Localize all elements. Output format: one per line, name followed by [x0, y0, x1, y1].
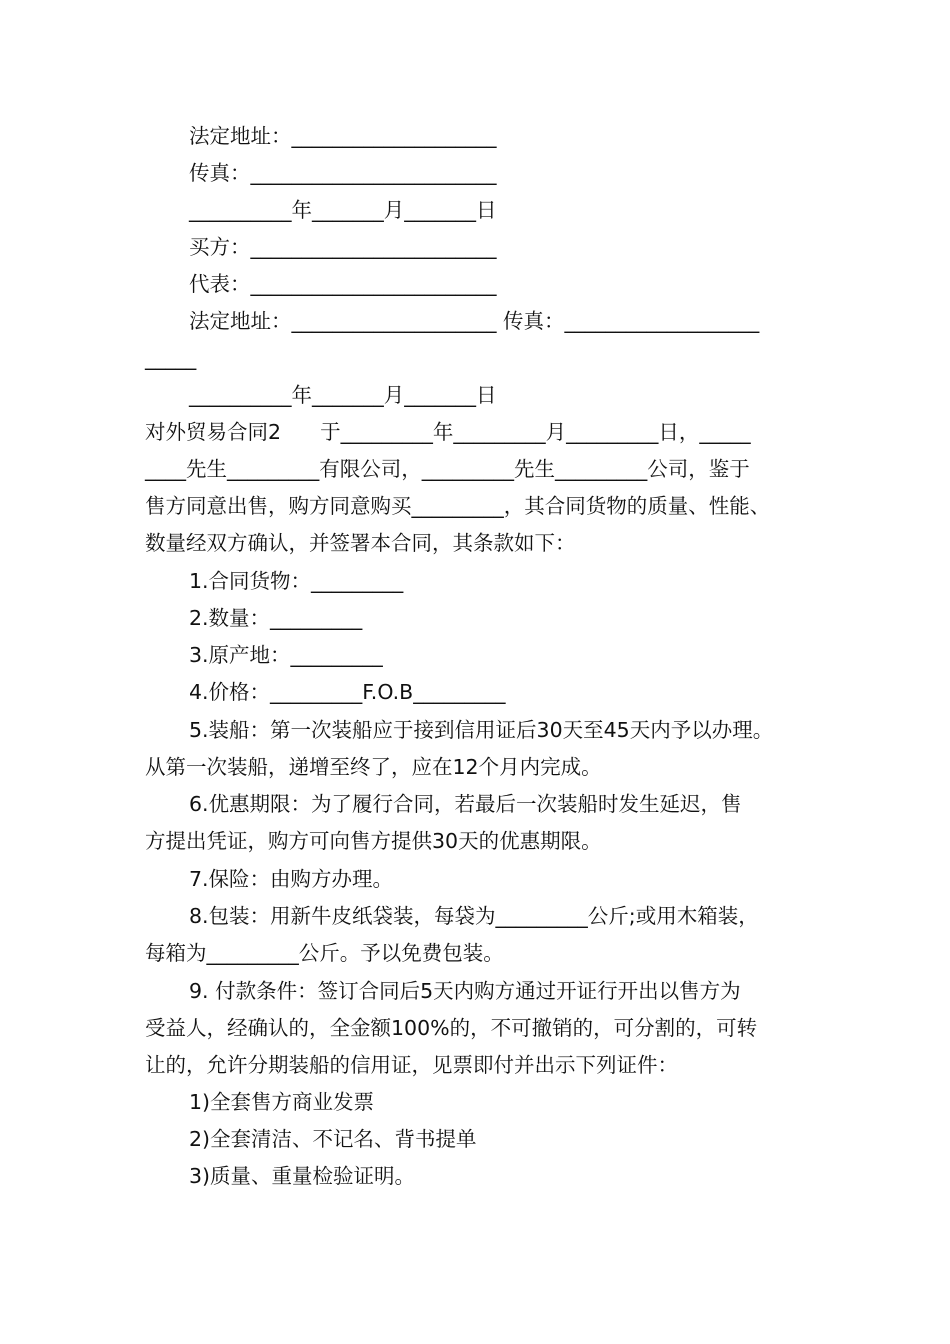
text: 受益人，经确认的，全金额100%的，不可撤销的，可分割的，可转: [145, 1016, 758, 1040]
seller-legal-address-line: [0, 121, 950, 151]
text: 方提出凭证，购方可向售方提供30天的优惠期限。: [145, 829, 602, 853]
text: 买方：________________________: [189, 235, 497, 259]
text: 9. 付款条件：签订合同后5天内购方通过开证行开出以售方为: [189, 979, 741, 1003]
text: 2)全套清洁、不记名、背书提单: [189, 1127, 477, 1151]
text: 法定地址：____________________: [189, 124, 497, 148]
representative-line: [0, 269, 950, 299]
text: 2.数量：_________: [189, 606, 363, 630]
text: 代表：________________________: [189, 272, 497, 296]
document-item-2: [0, 1124, 950, 1154]
text: 1)全套售方商业发票: [189, 1090, 375, 1114]
text: 对外贸易合同2 于_________年_________月_________日，_____: [145, 420, 751, 444]
contract-title-line: [0, 417, 950, 447]
clause-9-payment-cont-1: [0, 1013, 950, 1043]
intro-line-4: [0, 528, 950, 558]
text: 法定地址：____________________ 传真：___________________: [189, 309, 760, 333]
intro-line-3: [0, 491, 950, 521]
document-item-1: [0, 1087, 950, 1117]
buyer-date-line: [0, 380, 950, 410]
document-item-3: [0, 1161, 950, 1191]
clause-9-payment: [0, 976, 950, 1006]
clause-2-quantity: [0, 603, 950, 633]
text: 数量经双方确认，并签署本合同，其条款如下：: [145, 531, 576, 555]
text: 每箱为_________公斤。予以免费包装。: [145, 941, 504, 965]
intro-line-2: [0, 454, 950, 484]
clause-8-packing: [0, 901, 950, 931]
seller-date-line: [0, 195, 950, 225]
text: 让的，允许分期装船的信用证，见票即付并出示下列证件：: [145, 1053, 678, 1077]
clause-6-grace-period: [0, 789, 950, 819]
text: 8.包装：用新牛皮纸袋装，每袋为_________公斤;或用木箱装，: [189, 904, 759, 928]
clause-6-grace-period-cont: [0, 826, 950, 856]
buyer-fax-continuation-line: [0, 343, 950, 373]
clause-5-shipment: [0, 715, 950, 745]
text: _____: [145, 346, 197, 370]
clause-9-payment-cont-2: [0, 1050, 950, 1080]
buyer-line: [0, 232, 950, 262]
text: __________年_______月_______日: [189, 198, 497, 222]
text: 3.原产地：_________: [189, 643, 383, 667]
clause-3-origin: [0, 640, 950, 670]
text: 6.优惠期限：为了履行合同，若最后一次装船时发生延迟，售: [189, 792, 742, 816]
clause-8-packing-cont: [0, 938, 950, 968]
clause-1-goods: [0, 566, 950, 596]
text: 售方同意出售，购方同意购买_________，其合同货物的质量、性能、: [145, 494, 771, 518]
text: 3)质量、重量检验证明。: [189, 1164, 416, 1188]
text: __________年_______月_______日: [189, 383, 497, 407]
text: 7.保险：由购方办理。: [189, 867, 394, 891]
text: 从第一次装船，递增至终了，应在12个月内完成。: [145, 755, 602, 779]
text: ____先生_________有限公司，_________先生_________公司，鉴于: [145, 457, 750, 481]
buyer-address-fax-line: [0, 306, 950, 336]
text: 传真：________________________: [189, 161, 497, 185]
seller-fax-line: [0, 158, 950, 188]
clause-4-price: [0, 677, 950, 707]
clause-5-shipment-cont: [0, 752, 950, 782]
text: 4.价格：_________F.O.B_________: [189, 680, 506, 704]
text: 1.合同货物：_________: [189, 569, 404, 593]
clause-7-insurance: [0, 864, 950, 894]
text: 5.装船：第一次装船应于接到信用证后30天至45天内予以办理。: [189, 718, 774, 742]
